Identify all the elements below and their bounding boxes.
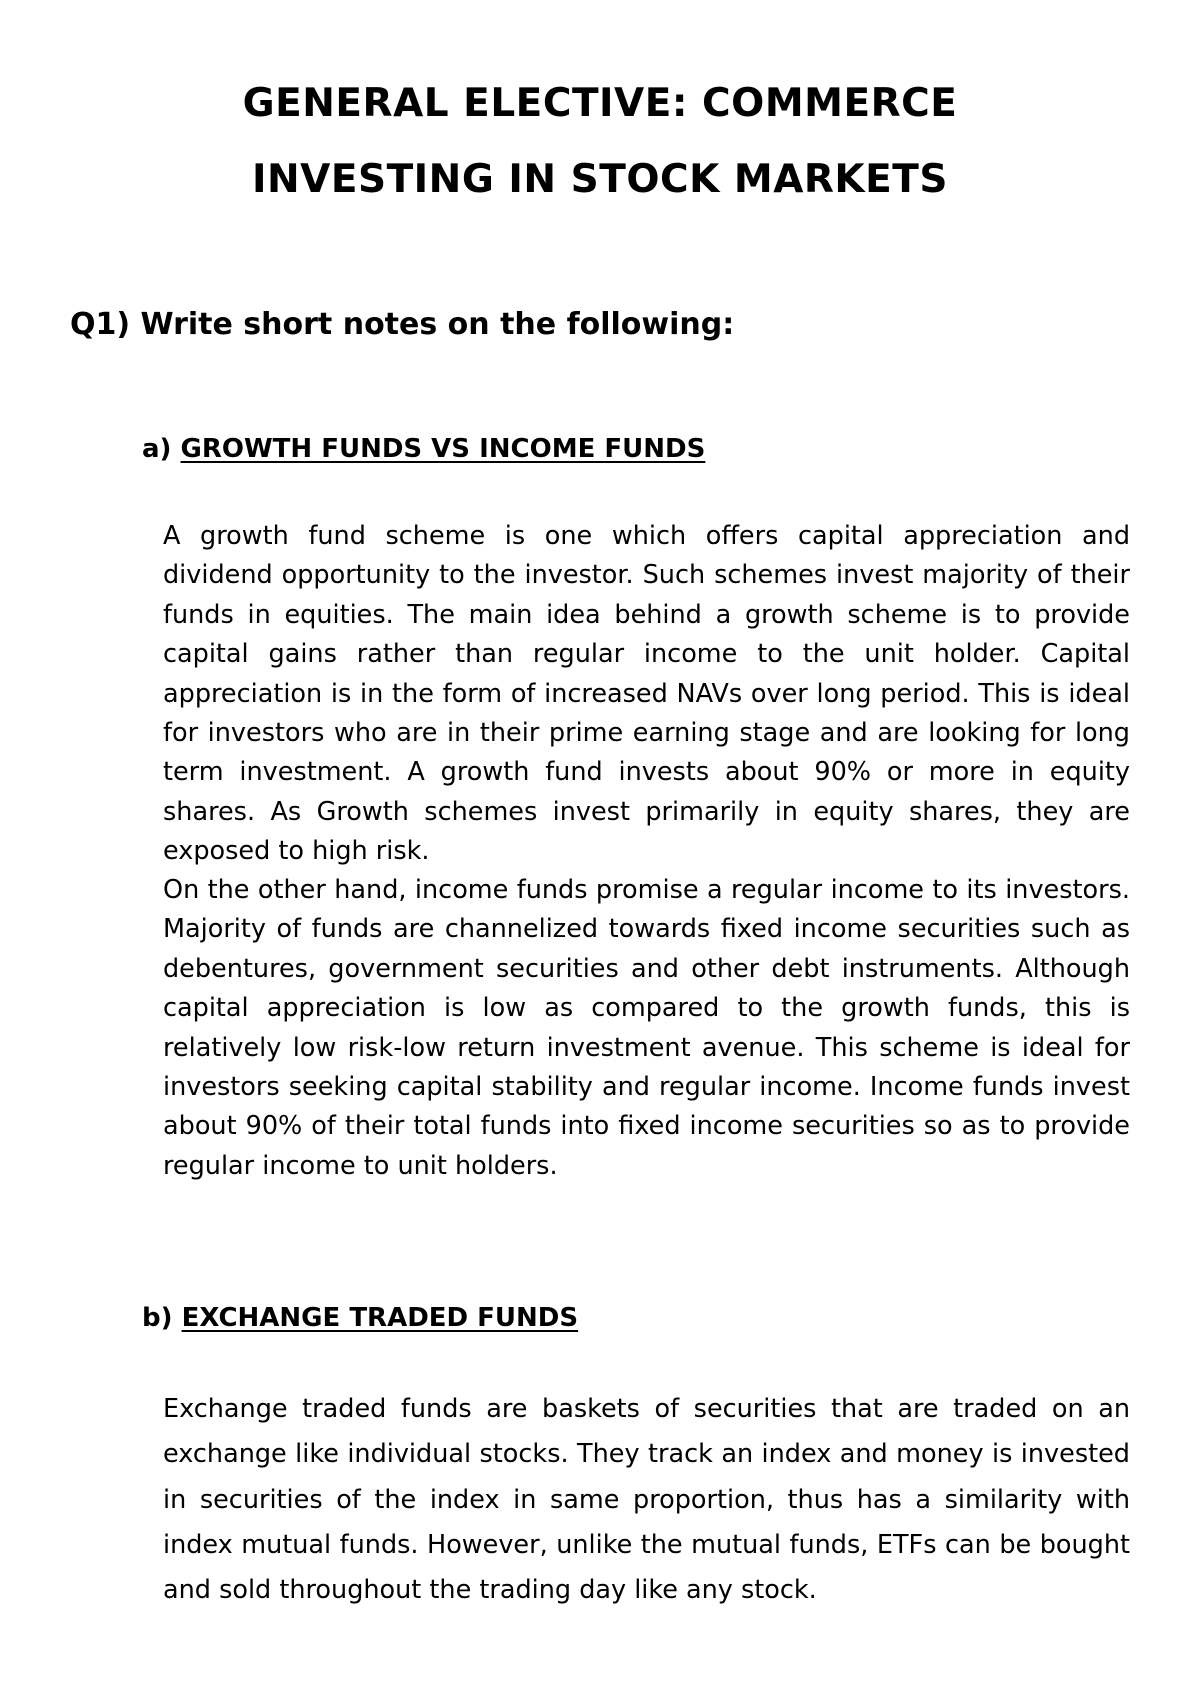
section-b-heading xyxy=(142,1305,578,1331)
section-b-marker: b) xyxy=(142,1303,173,1333)
document-title-line-2: INVESTING IN STOCK MARKETS xyxy=(252,157,948,202)
question-heading: Q1) Write short notes on the following: xyxy=(70,307,735,342)
section-b-title: EXCHANGE TRADED FUNDS xyxy=(181,1303,579,1333)
document-title-line-1: GENERAL ELECTIVE: COMMERCE xyxy=(242,81,958,126)
section-a-marker: a) xyxy=(142,434,172,464)
section-a-paragraph-2: On the other hand, income funds promise a regular income to its investors. Majority of funds are channelized towards fixed income securities such as debentures, government securities and other debt instruments. Although capital appreciation is low as compared to the growth funds, this is relatively low risk-low return investment avenue. This scheme is ideal for investors seeking capital stability and regular income. Income funds invest about 90% of their total funds into fixed income securities so as to provide regular income to unit holders. xyxy=(163,875,1130,1181)
section-a-paragraph-1: A growth fund scheme is one which offers capital appreciation and dividend opportunity to the investor. Such schemes invest majority of their funds in equities. The main idea behind a growth scheme is to provide capital gains rather than regular income to the unit holder. Capital appreciation is in the form of increased NAVs over long period. This is ideal for investors who are in their prime earning stage and are looking for long term investment. A growth fund invests about 90% or more in equity shares. As Growth schemes invest primarily in equity shares, they are exposed to high risk. xyxy=(163,521,1130,867)
section-a-title: GROWTH FUNDS VS INCOME FUNDS xyxy=(180,434,706,464)
section-a-heading xyxy=(142,436,705,462)
section-b-paragraph-1: Exchange traded funds are baskets of securities that are traded on an exchange like individual stocks. They track an index and money is invested in securities of the index in same proportion, thus has a similarity with index mutual funds. However, unlike the mutual funds, ETFs can be bought and sold throughout the trading day like any stock. xyxy=(163,1394,1130,1606)
